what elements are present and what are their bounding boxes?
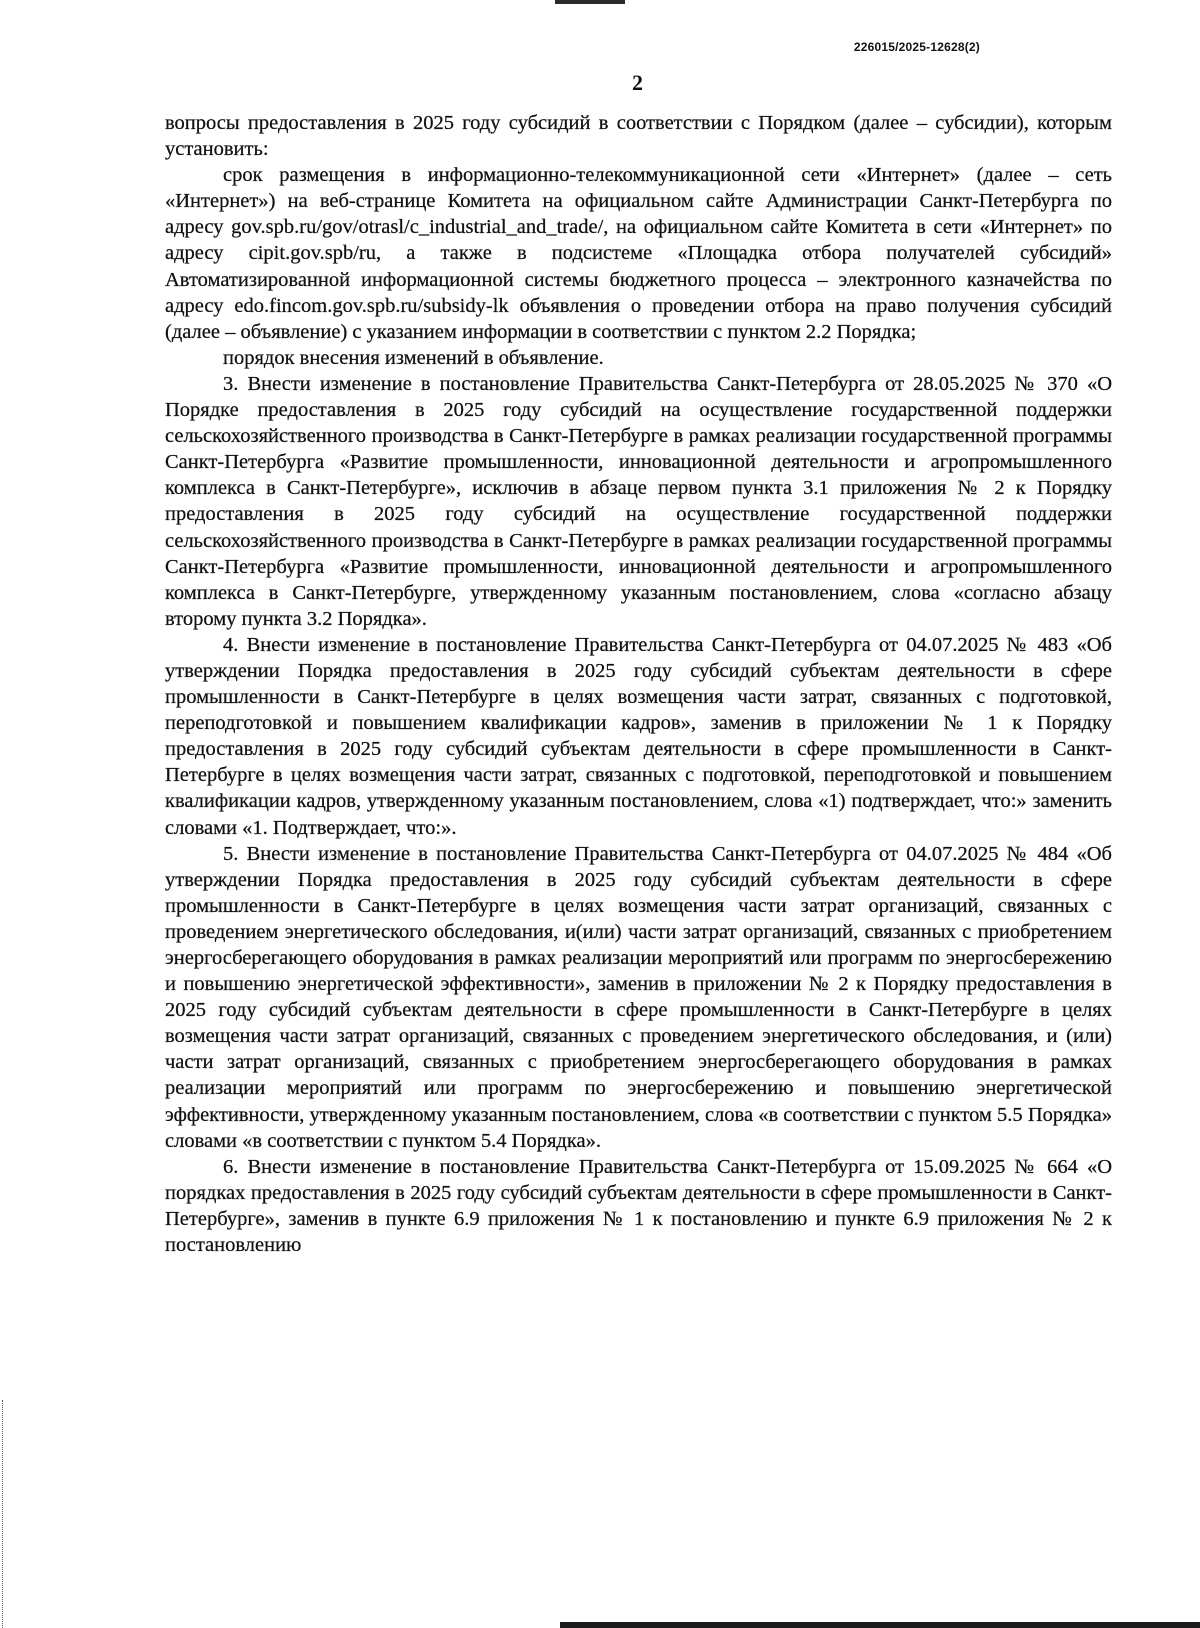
paragraph-item-4: 4. Внести изменение в постановление Правительства Санкт-Петербурга от 04.07.2025 № 483 «Об утверждении Порядка предоставления в 2025 году субсидий субъектам деятельности в сфере промышленности в Санкт-Петербурге в целях возмещения части затрат, связанных с подготовкой, переподготовкой и повышением квалификации кадров», заменив в приложении № 1 к Порядку предоставления в 2025 году субсидий субъектам деятельности в сфере промышленности в Санкт-Петербурге в целях возмещения части затрат, связанных с подготовкой, переподготовкой и повышением квалификации кадров, утвержденному указанным постановлением, слова «1) подтверждает, что:» заменить словами «1. Подтверждает, что:». bbox=[165, 633, 1112, 839]
scan-top-mark bbox=[555, 0, 625, 4]
paragraph-deadline: срок размещения в информационно-телекоммуникационной сети «Интернет» (далее – сеть «Интернет») на веб-странице Комитета на официальном сайте Администрации Санкт-Петербурга по адресу gov.spb.ru/gov/otrasl/c_industrial_and_trade/, на официальном сайте Комитета в сети «Интернет» по адресу cipit.gov.spb/ru, а также в подсистеме «Площадка отбора получателей субсидий» Автоматизированной информационной системы бюджетного процесса – электронного казначейства по адресу edo.fincom.gov.spb.ru/subsidy-lk объявления о проведении отбора на право получения субсидий (далее – объявление) с указанием информации в соответствии с пунктом 2.2 Порядка; bbox=[165, 164, 1112, 343]
document-registration-number: 226015/2025-12628(2) bbox=[853, 40, 980, 54]
scan-bottom-mark bbox=[560, 1622, 1200, 1628]
page-number: 2 bbox=[632, 70, 643, 95]
scan-left-edge bbox=[2, 1400, 4, 1628]
paragraph-item-5: 5. Внести изменение в постановление Правительства Санкт-Петербурга от 04.07.2025 № 484 «Об утверждении Порядка предоставления в 2025 году субсидий субъектам деятельности в сфере промышленности в Санкт-Петербурге в целях возмещения части затрат организаций, связанных с проведением энергетического обследования, и(или) части затрат организаций, связанных с приобретением энергосберегающего оборудования в рамках реализации мероприятий или программ по энергосбережению и повышению энергетической эффективности», заменив в приложении № 2 к Порядку предоставления в 2025 году субсидий субъектам деятельности в сфере промышленности в Санкт-Петербурге в целях возмещения части затрат организаций, связанных с проведением энергетического обследования, и (или) части затрат организаций, связанных с приобретением энергосберегающего оборудования в рамках реализации мероприятий или программ по энергосбережению и повышению энергетической эффективности, утвержденному указанным постановлением, слова «в соответствии с пунктом 5.5 Порядка» словами «в соответствии с пунктом 5.4 Порядка». bbox=[165, 842, 1112, 1152]
paragraph-amendment-procedure: порядок внесения изменений в объявление. bbox=[223, 346, 604, 369]
paragraph-item-6: 6. Внести изменение в постановление Правительства Санкт-Петербурга от 15.09.2025 № 664 «О порядках предоставления в 2025 году субсидий субъектам деятельности в сфере промышленности в Санкт-Петербурге», заменив в пункте 6.9 приложения № 1 к постановлению и пункте 6.9 приложения № 2 к постановлению bbox=[165, 1155, 1112, 1257]
paragraph-continuation: вопросы предоставления в 2025 году субсидий в соответствии с Порядком (далее – субсидии), которым установить: bbox=[165, 112, 1112, 161]
paragraph-item-3: 3. Внести изменение в постановление Правительства Санкт-Петербурга от 28.05.2025 № 370 «О Порядке предоставления в 2025 году субсидий на осуществление государственной поддержки сельскохозяйственного производства в Санкт-Петербурге в рамках реализации государственной программы Санкт-Петербурга «Развитие промышленности, инновационной деятельности и агропромышленного комплекса в Санкт-Петербурге», исключив в абзаце первом пункта 3.1 приложения № 2 к Порядку предоставления в 2025 году субсидий на осуществление государственной поддержки сельскохозяйственного производства в Санкт-Петербурге в рамках реализации государственной программы Санкт-Петербурга «Развитие промышленности, инновационной деятельности и агропромышленного комплекса в Санкт-Петербурге, утвержденному указанным постановлением, слова «согласно абзацу второму пункта 3.2 Порядка». bbox=[165, 372, 1112, 630]
document-body bbox=[165, 110, 1112, 1258]
